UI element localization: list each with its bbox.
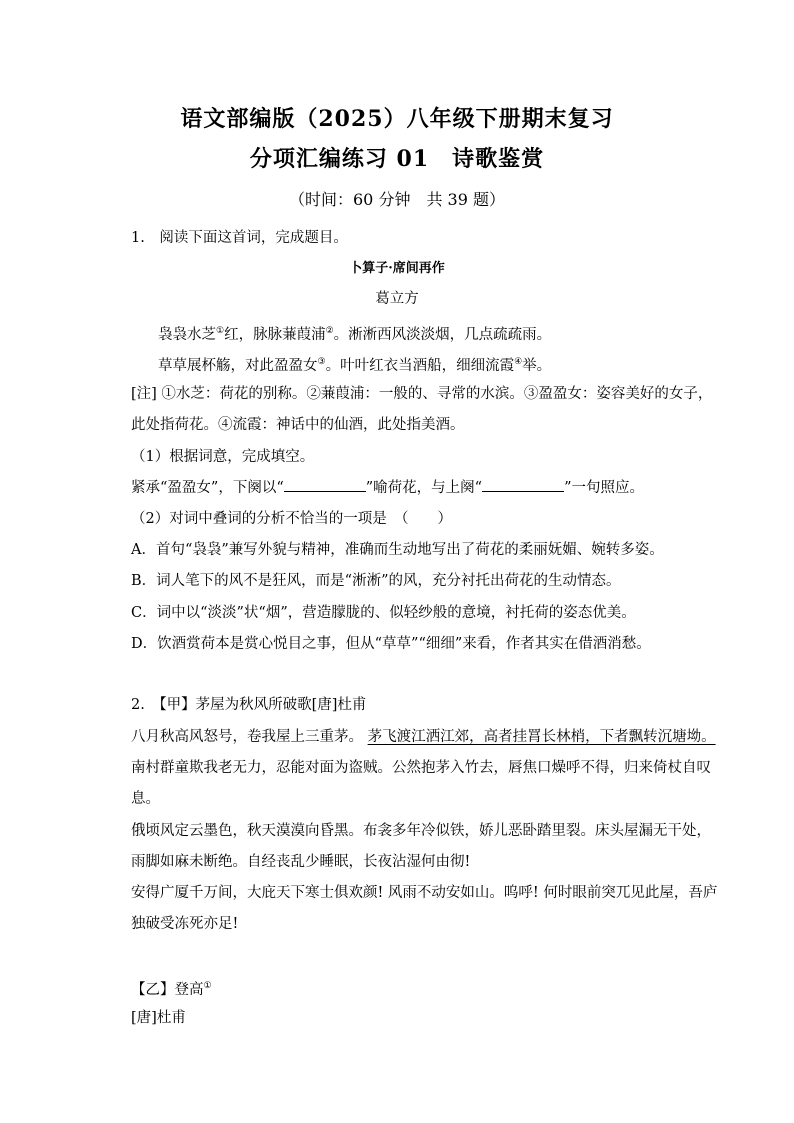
poem-title: 卜算子·席间再作	[349, 261, 445, 276]
q2-intro: 2. 【甲】茅屋为秋风所破歌[唐]杜甫	[131, 697, 367, 713]
option-d: D．饮酒赏荷本是赏心悦目之事，但从“草草”“细细”来看，作者其实在借酒消愁。	[131, 636, 651, 652]
poem2-line-4-end: 独破受冻死亦足!	[131, 916, 239, 932]
poem2-line-2-end: 息。	[131, 791, 160, 807]
footnote-marker: ①	[216, 326, 225, 336]
poem2-line-3: 俄顷风定云墨色，秋天漠漠向昏黑。布衾多年冷似铁，娇儿恶卧踏里裂。床头屋漏无干处，	[131, 823, 711, 839]
sub-question-1: （1）根据词意，完成填空。	[131, 449, 315, 465]
fill-blank-line: 紧承“盈盈女”，下阕以“ ”喻荷花，与上阕“ ”一句照应。	[131, 477, 644, 499]
answer-blank-1[interactable]	[284, 477, 366, 492]
document-title: 语文部编版（2025）八年级下册期末复习	[180, 106, 614, 132]
q1-intro: 1. 阅读下面这首词，完成题目。	[131, 230, 348, 246]
document-subtitle-title: 分项汇编练习 01 诗歌鉴赏	[249, 146, 545, 172]
option-c: C．词中以“淡淡”状“烟”，营造朦胧的、似轻纱般的意境，衬托荷的姿态优美。	[131, 605, 636, 621]
poem-line-1: 袅袅水芝①红，脉脉蒹葭浦②。淅淅西风淡淡烟，几点疏疏雨。	[158, 326, 552, 343]
notes-line-1: [注] ①水芝：荷花的别称。②蒹葭浦：一般的、寻常的水滨。③盈盈女：姿容美好的女子，	[131, 386, 713, 402]
option-b: B．词人笔下的风不是狂风，而是“淅淅”的风，充分衬托出荷花的生动情态。	[131, 573, 621, 589]
notes-line-2: 此处指荷花。④流霞：神话中的仙酒，此处指美酒。	[131, 417, 465, 433]
footnote-marker: ②	[325, 326, 334, 336]
underlined-verse: 茅飞渡江洒江郊，高者挂罥长林梢，下者飘转沉塘坳。	[367, 729, 716, 745]
answer-blank-2[interactable]	[482, 477, 564, 492]
time-info: （时间：60 分钟 共 39 题）	[289, 190, 505, 209]
poem2-line-3-end: 雨脚如麻未断绝。自经丧乱少睡眠，长夜沾湿何由彻!	[131, 854, 471, 870]
poem3-title: 【乙】登高①	[131, 981, 212, 998]
poem2-line-1: 八月秋高风怒号，卷我屋上三重茅。 茅飞渡江洒江郊，高者挂罥长林梢，下者飘转沉塘坳。	[131, 729, 716, 745]
sub-question-2: （2）对词中叠词的分析不恰当的一项是 （ ）	[131, 511, 452, 527]
poem2-line-4: 安得广厦千万间，大庇天下寒士俱欢颜! 风雨不动安如山。呜呼! 何时眼前突兀见此屋，吾庐	[131, 885, 718, 901]
poem-line-2: 草草展杯觞，对此盈盈女③。叶叶红衣当酒船，细细流霞④举。	[158, 357, 552, 374]
footnote-marker: ①	[203, 981, 212, 991]
footnote-marker: ④	[514, 357, 523, 367]
poem3-author: [唐]杜甫	[131, 1010, 186, 1026]
poem-author: 葛立方	[375, 291, 419, 307]
footnote-marker: ③	[317, 357, 326, 367]
option-a: A．首句“袅袅”兼写外貌与精神，准确而生动地写出了荷花的柔丽妩媚、婉转多姿。	[131, 542, 664, 558]
poem2-line-2: 南村群童欺我老无力，忍能对面为盗贼。公然抱茅入竹去，唇焦口燥呼不得，归来倚杖自叹	[131, 760, 711, 776]
